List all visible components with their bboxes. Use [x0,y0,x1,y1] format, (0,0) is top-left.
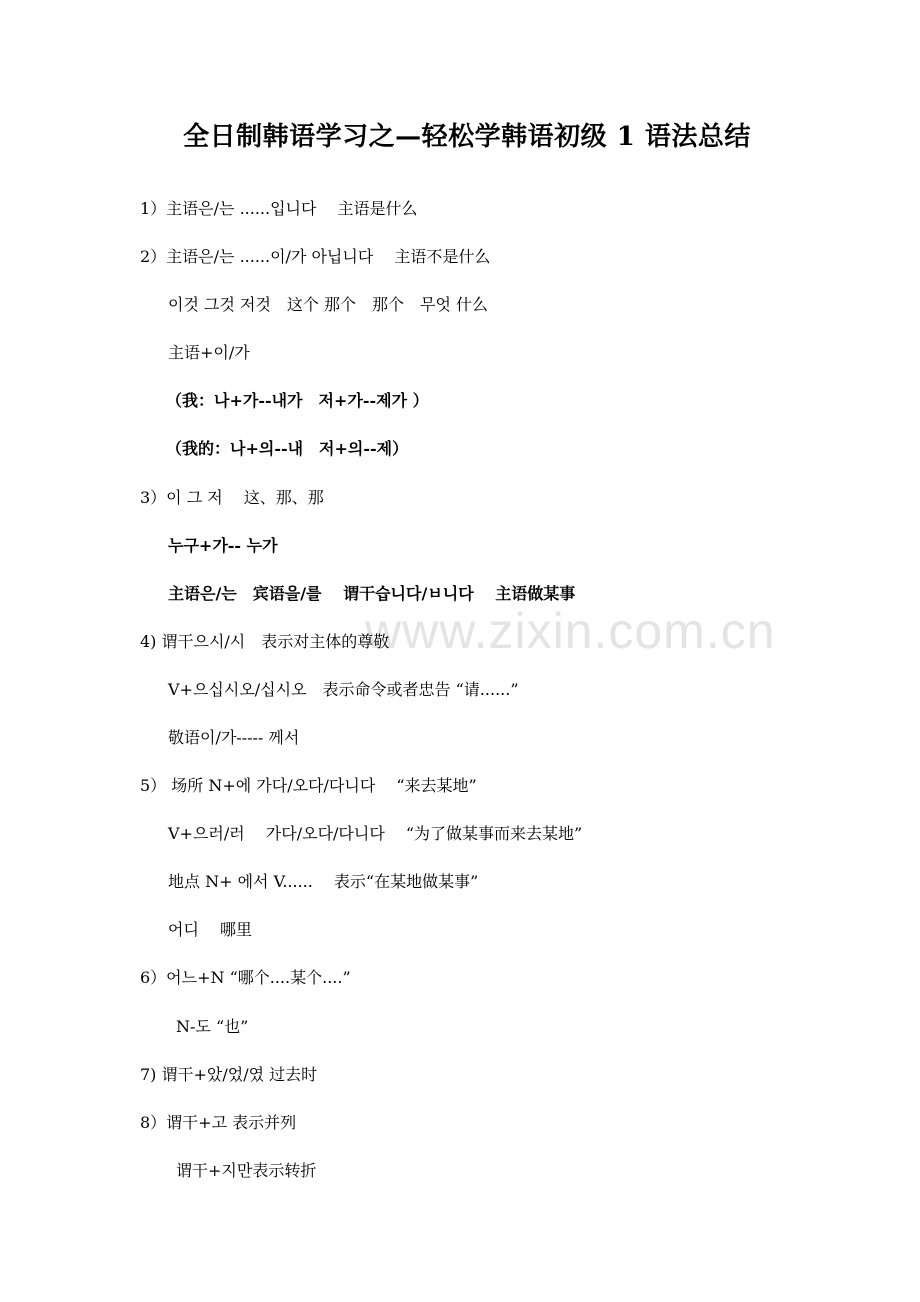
grammar-line-location-action: 地点 N+ 에서 V...... 表示“在某地做某事” [168,872,479,891]
grammar-line-imperative: V+으십시오/십시오 表示命令或者忠告 “请......” [168,680,519,699]
grammar-line-purpose: V+으러/러 가다/오다/다니다 “为了做某事而来去某地” [168,824,583,843]
grammar-line-honorific-subject: 敬语이/가----- 께서 [168,728,300,747]
grammar-line-contrast: 谓干+지만表示转折 [176,1161,317,1180]
grammar-line-7: 7) 谓干+았/었/였 过去时 [140,1065,318,1084]
grammar-line-also: N-도 “也” [176,1017,249,1036]
document-title: 全日制韩语学习之—轻松学韩语初级 1 语法总结 [183,122,751,152]
grammar-line-subject-marker: 主语+이/가 [168,343,250,362]
watermark: www.zixin.com.cn [365,603,776,659]
grammar-line-who: 누구+가-- 누가 [168,536,278,555]
grammar-line-8: 8）谓干+고 表示并列 [140,1113,297,1132]
grammar-line-1: 1）主语은/는 ......입니다 主语是什么 [140,199,418,218]
grammar-line-2: 2）主语은/는 ......이/가 아닙니다 主语不是什么 [140,247,491,266]
grammar-line-3: 3）이 그 저 这、那、那 [140,488,324,507]
grammar-line-5: 5） 场所 N+에 가다/오다/다니다 “来去某地” [140,776,477,795]
grammar-line-where: 어디 哪里 [168,920,252,939]
grammar-line-demonstratives: 이것 그것 저것 这个 那个 那个 무엇 什么 [168,295,488,314]
grammar-line-6: 6）어느+N “哪个....某个....” [140,968,351,987]
grammar-line-i-pronoun: （我：나+가--내가 저+가--제가 ） [166,391,429,410]
grammar-line-my-pronoun: （我的：나+의--내 저+의--제） [166,439,409,458]
grammar-line-4: 4) 谓干으시/시 表示对主体的尊敬 [140,632,390,651]
grammar-line-sentence-pattern: 主语은/는 宾语을/를 谓干습니다/ㅂ니다 主语做某事 [168,584,576,603]
